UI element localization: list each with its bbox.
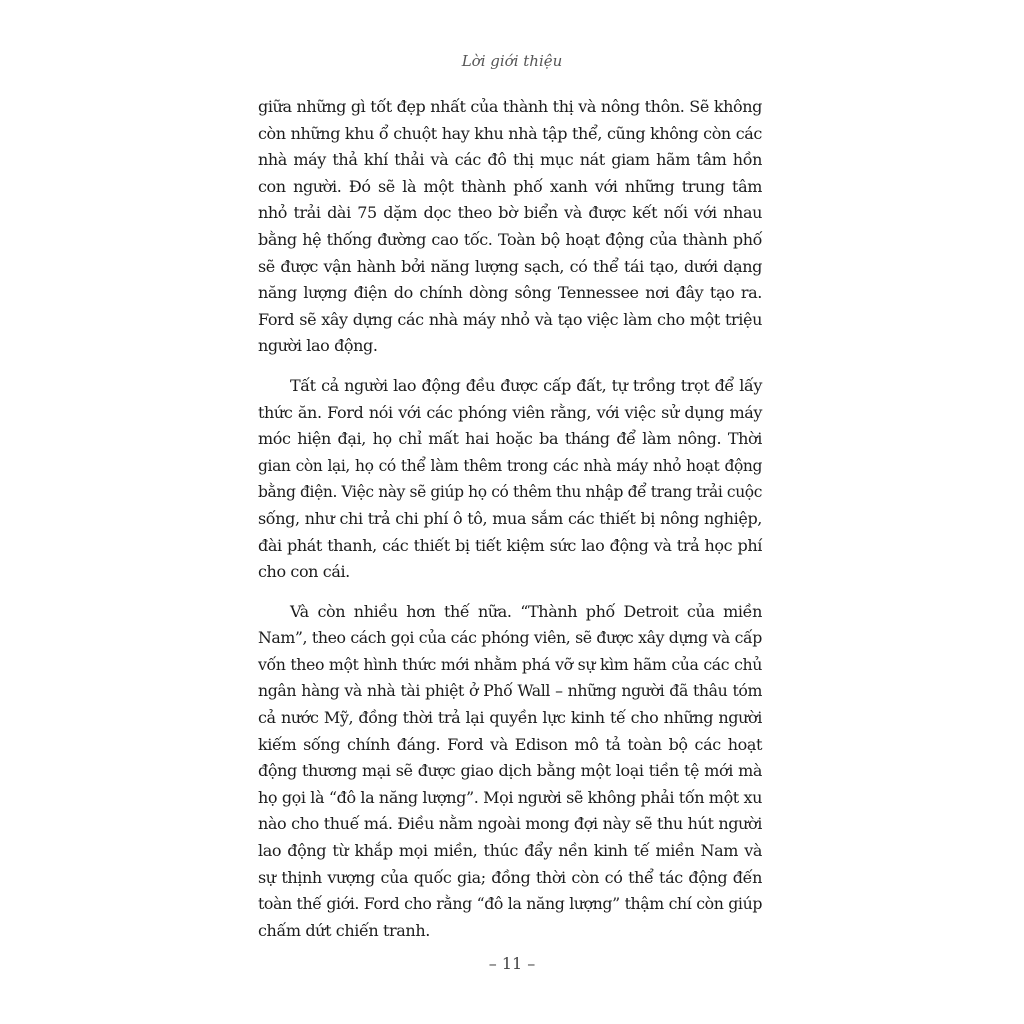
text-line: cả nước Mỹ, đồng thời trả lại quyền lực kinh tế cho những người [258,708,762,728]
text-line: bằng hệ thống đường cao tốc. Toàn bộ hoạt động của thành phố [258,229,762,249]
text-line: sống, như chi trả chi phí ô tô, mua sắm các thiết bị nông nghiệp, [258,508,762,528]
text-line: sự thịnh vượng của quốc gia; đồng thời còn có thể tác động đến [258,867,762,887]
text-line: cho con cái. [258,562,350,582]
text-line: chấm dứt chiến tranh. [258,920,430,940]
text-line: nào cho thuế má. Điều nằm ngoài mong đợi này sẽ thu hút người [258,814,762,834]
paragraph-2 [258,373,762,586]
text-line: Nam”, theo cách gọi của các phóng viên, sẽ được xây dựng và cấp [258,628,762,648]
paragraph-3 [258,599,762,945]
text-line: Ford sẽ xây dựng các nhà máy nhỏ và tạo việc làm cho một triệu [258,309,762,329]
text-line: người lao động. [258,336,378,356]
text-line: con người. Đó sẽ là một thành phố xanh với những trung tâm [258,176,762,196]
text-line: thức ăn. Ford nói với các phóng viên rằng, với việc sử dụng máy [258,402,762,422]
text-line: kiếm sống chính đáng. Ford và Edison mô tả toàn bộ các hoạt [258,734,762,754]
text-line: động thương mại sẽ được giao dịch bằng một loại tiền tệ mới mà [258,761,762,781]
text-line: lao động từ khắp mọi miền, thúc đẩy nền kinh tế miền Nam và [258,841,762,861]
text-line: toàn thế giới. Ford cho rằng “đô la năng lượng” thậm chí còn giúp [258,894,762,914]
paragraph-1 [258,94,762,360]
text-line: bằng điện. Việc này sẽ giúp họ có thêm thu nhập để trang trải cuộc [258,483,762,502]
text-line: vốn theo một hình thức mới nhằm phá vỡ sự kìm hãm của các chủ [258,654,762,674]
text-line: nhỏ trải dài 75 dặm dọc theo bờ biển và được kết nối với nhau [258,203,762,223]
text-line: còn những khu ổ chuột hay khu nhà tập thể, cũng không còn các [258,123,762,143]
text-line: giữa những gì tốt đẹp nhất của thành thị và nông thôn. Sẽ không [258,97,762,116]
text-line: móc hiện đại, họ chỉ mất hai hoặc ba tháng để làm nông. Thời [258,429,762,449]
text-line: sẽ được vận hành bởi năng lượng sạch, có thể tái tạo, dưới dạng [258,256,762,276]
text-line: họ gọi là “đô la năng lượng”. Mọi người sẽ không phải tốn một xu [258,787,763,807]
page-number: – 11 – [488,954,536,973]
running-header: Lời giới thiệu [461,52,563,70]
body-text [258,94,762,957]
text-line: ngân hàng và nhà tài phiệt ở Phố Wall – những người đã thâu tóm [258,681,762,701]
text-line: gian còn lại, họ có thể làm thêm trong các nhà máy nhỏ hoạt động [258,456,762,475]
text-line: nhà máy thả khí thải và các đô thị mục nát giam hãm tâm hồn [258,150,762,170]
text-line: năng lượng điện do chính dòng sông Tennessee nơi đây tạo ra. [258,283,762,303]
text-line: Và còn nhiều hơn thế nữa. “Thành phố Detroit của miền [290,601,762,621]
text-line: đài phát thanh, các thiết bị tiết kiệm sức lao động và trả học phí [258,535,762,555]
text-line: Tất cả người lao động đều được cấp đất, tự trồng trọt để lấy [290,375,762,395]
